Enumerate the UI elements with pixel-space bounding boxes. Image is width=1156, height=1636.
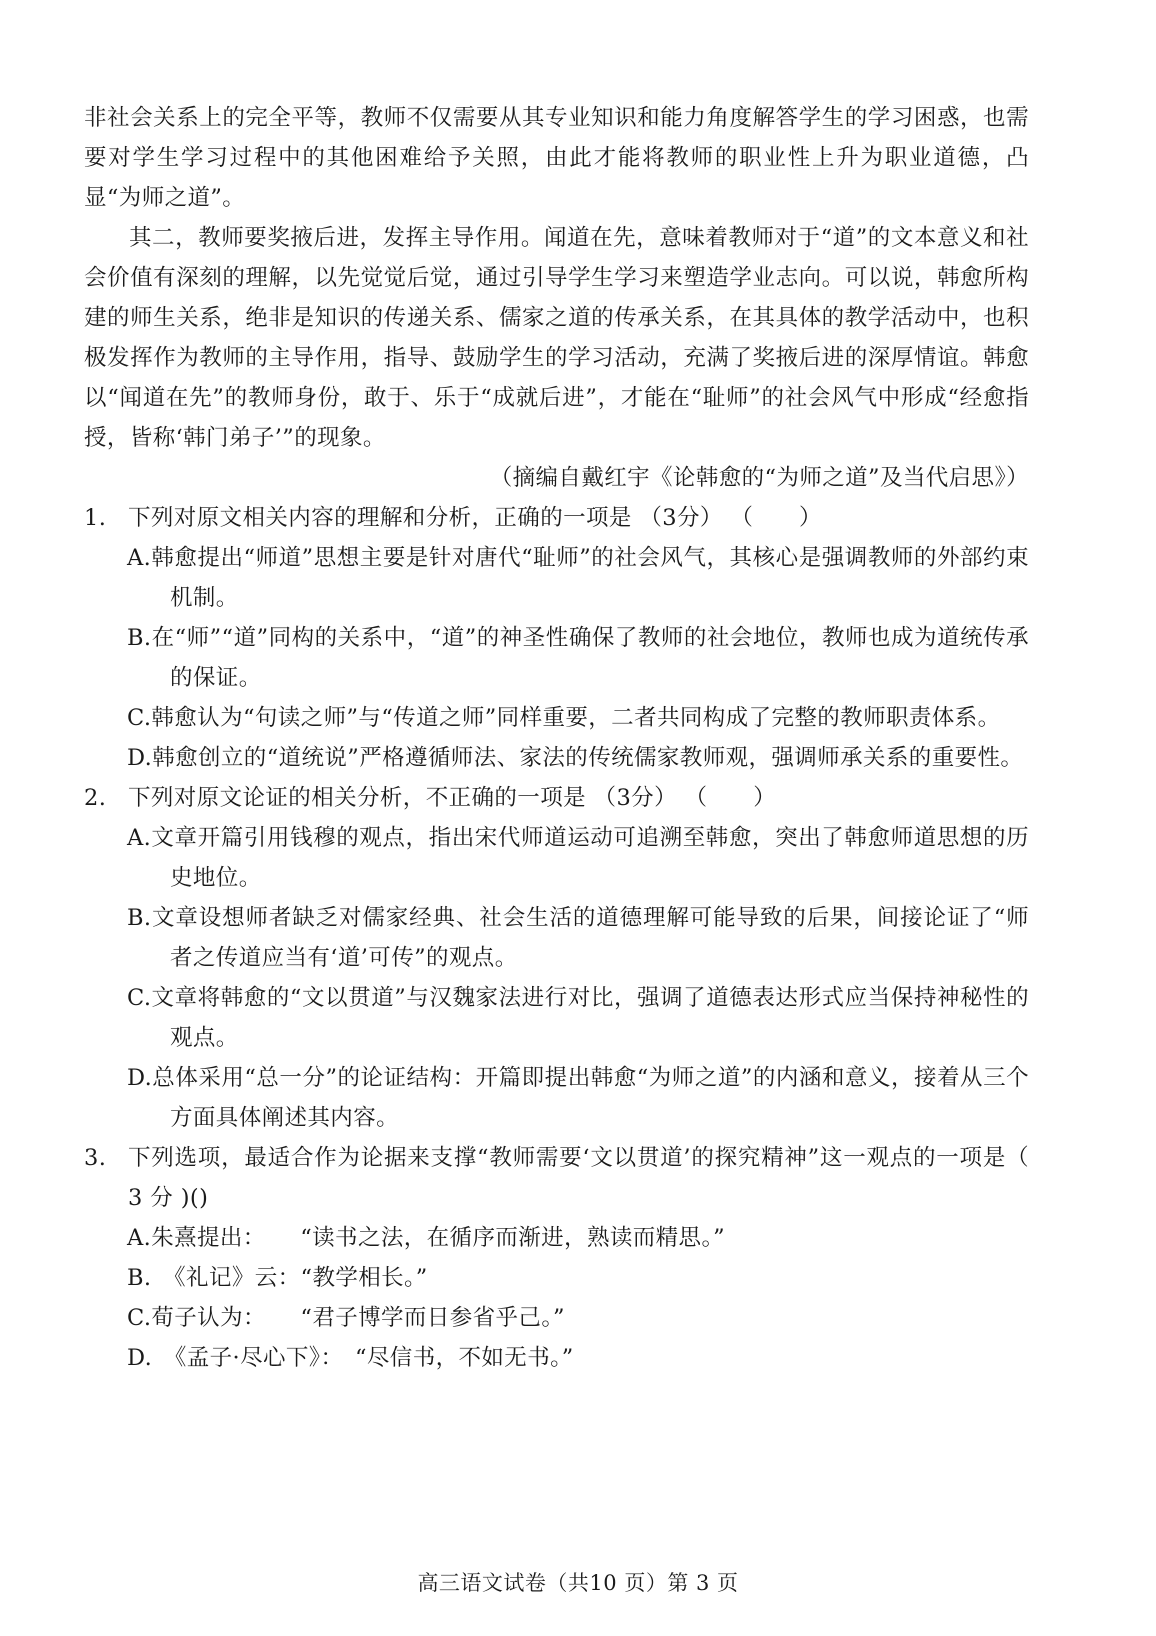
page-body: [84, 98, 1029, 1378]
question-1-stem-row: [84, 498, 1029, 538]
option-d: D. 《孟子·尽心下》： “尽信书，不如无书。”: [127, 1345, 574, 1371]
source-citation: （摘编自戴红宇《论韩愈的“为师之道”及当代启思》）: [489, 465, 1029, 491]
question-3: [84, 1138, 1029, 1378]
question-number: 1.: [84, 505, 107, 531]
option-a: A.韩愈提出“师道”思想主要是针对唐代“耻师”的社会风气，其核心是强调教师的外部约束机制。: [127, 545, 1029, 611]
option-b: B. 《礼记》云：“教学相长。”: [127, 1265, 428, 1291]
question-number: 3.: [84, 1145, 107, 1171]
page-footer: 高三语文试卷（共10 页）第 3 页: [417, 1571, 739, 1595]
option-c: C.文章将韩愈的“文以贯道”与汉魏家法进行对比，强调了道德表达形式应当保持神秘性的观点。: [127, 985, 1029, 1051]
option-c: C.韩愈认为“句读之师”与“传道之师”同样重要，二者共同构成了完整的教师职责体系。: [127, 705, 1001, 731]
question-stem: 下列对原文相关内容的理解和分析，正确的一项是 （3分） （ ）: [128, 505, 822, 531]
question-1: [84, 498, 1029, 778]
option-b: B.在“师”“道”同构的关系中，“道”的神圣性确保了教师的社会地位，教师也成为道统传承的保证。: [127, 625, 1029, 691]
question-stem: 下列选项，最适合作为论据来支撑“教师需要‘文以贯道’的探究精神”这一观点的一项是（ 3 分 )(): [128, 1145, 1029, 1211]
question-2-stem-row: [84, 778, 1029, 818]
question-stem: 下列对原文论证的相关分析，不正确的一项是 （3分） （ ）: [128, 785, 777, 811]
passage-paragraph-2: 其二，教师要奖掖后进，发挥主导作用。闻道在先，意味着教师对于“道”的文本意义和社会价值有深刻的理解，以先觉觉后觉，通过引导学生学习来塑造学业志向。可以说，韩愈所构建的师生关系，绝非是知识的传递关系、儒家之道的传承关系，在其具体的教学活动中，也积极发挥作为教师的主导作用，指导、鼓励学生的学习活动，充满了奖掖后进的深厚情谊。韩愈以“闻道在先”的教师身份，敢于、乐于“成就后进”，才能在“耻师”的社会风气中形成“经愈指授，皆称‘韩门弟子’”的现象。: [84, 225, 1029, 451]
question-2: [84, 778, 1029, 1138]
question-number: 2.: [84, 785, 107, 811]
question-3-stem-row: [84, 1138, 1029, 1218]
option-a: A.文章开篇引用钱穆的观点，指出宋代师道运动可追溯至韩愈，突出了韩愈师道思想的历史地位。: [127, 825, 1029, 891]
passage-paragraph-1: 非社会关系上的完全平等，教师不仅需要从其专业知识和能力角度解答学生的学习困惑，也需要对学生学习过程中的其他困难给予关照，由此才能将教师的职业性上升为职业道德，凸显“为师之道”。: [84, 105, 1029, 211]
option-d: D.韩愈创立的“道统说”严格遵循师法、家法的传统儒家教师观，强调师承关系的重要性。: [127, 745, 1024, 771]
option-a: A.朱熹提出： “读书之法，在循序而渐进，熟读而精思。”: [127, 1225, 726, 1251]
option-c: C.荀子认为： “君子博学而日参省乎己。”: [127, 1305, 565, 1331]
option-d: D.总体采用“总一分”的论证结构：开篇即提出韩愈“为师之道”的内涵和意义，接着从三个方面具体阐述其内容。: [127, 1065, 1029, 1131]
option-b: B.文章设想师者缺乏对儒家经典、社会生活的道德理解可能导致的后果，间接论证了“师者之传道应当有‘道’可传”的观点。: [127, 905, 1029, 971]
